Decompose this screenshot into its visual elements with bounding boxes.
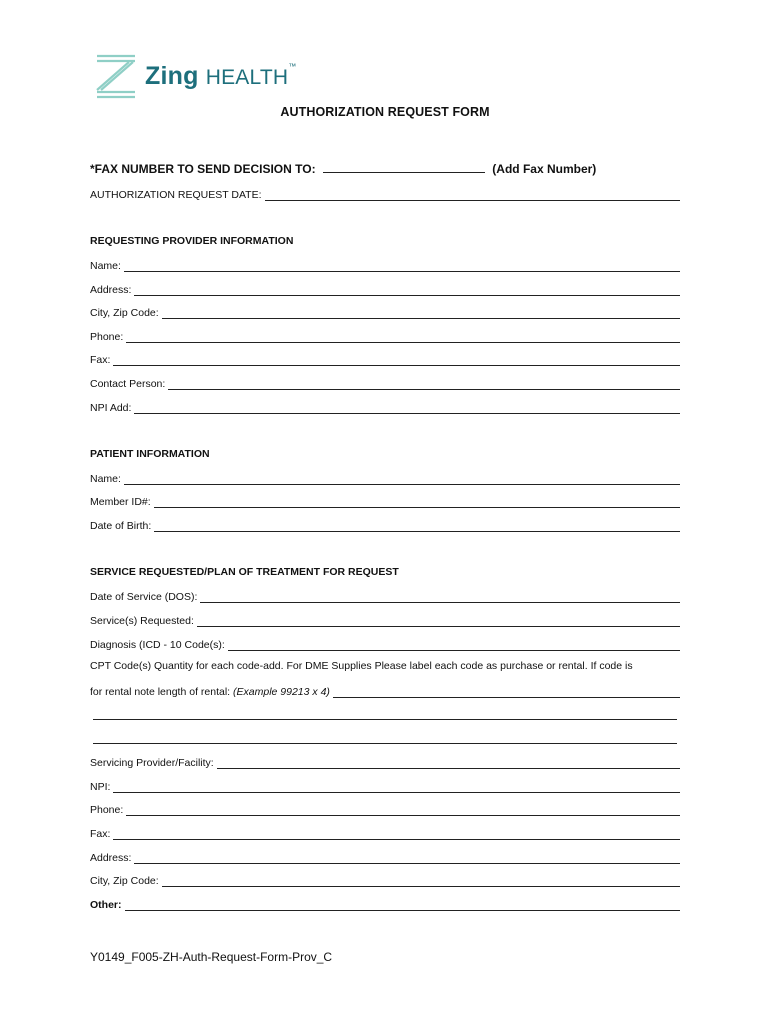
service-section-heading: SERVICE REQUESTED/PLAN OF TREATMENT FOR REQUEST xyxy=(90,566,399,578)
servicing-fax-field[interactable] xyxy=(113,829,680,840)
provider-address-row xyxy=(90,283,680,296)
cpt-example: (Example 99213 x 4) xyxy=(233,686,330,698)
cpt-blank-line-1[interactable] xyxy=(93,719,677,720)
provider-name-label: Name: xyxy=(90,260,121,272)
services-requested-row xyxy=(90,614,680,627)
servicing-address-label: Address: xyxy=(90,852,132,864)
cpt-rental-field[interactable] xyxy=(333,687,680,698)
fax-number-label: *FAX NUMBER TO SEND DECISION TO: xyxy=(90,162,316,176)
patient-dob-row xyxy=(90,519,680,532)
servicing-phone-field[interactable] xyxy=(126,805,680,816)
service-dos-label: Date of Service (DOS): xyxy=(90,591,198,603)
servicing-address-row xyxy=(90,851,680,864)
patient-member-id-row xyxy=(90,495,680,508)
provider-section-heading: REQUESTING PROVIDER INFORMATION xyxy=(90,235,294,247)
patient-name-field[interactable] xyxy=(124,474,680,485)
provider-fax-field[interactable] xyxy=(113,355,680,366)
servicing-address-field[interactable] xyxy=(134,853,680,864)
servicing-npi-row xyxy=(90,780,680,793)
provider-contact-label: Contact Person: xyxy=(90,378,166,390)
fax-number-hint: (Add Fax Number) xyxy=(492,162,597,176)
patient-section-heading: PATIENT INFORMATION xyxy=(90,448,210,460)
service-dos-row xyxy=(90,590,680,603)
other-row xyxy=(90,898,680,911)
patient-name-label: Name: xyxy=(90,473,121,485)
servicing-provider-field[interactable] xyxy=(217,758,680,769)
servicing-provider-label: Servicing Provider/Facility: xyxy=(90,757,214,769)
fax-number-row xyxy=(90,162,596,176)
other-label: Other: xyxy=(90,899,122,911)
provider-city-zip-row xyxy=(90,306,680,319)
provider-fax-label: Fax: xyxy=(90,354,111,366)
services-requested-field[interactable] xyxy=(197,616,680,627)
fax-number-field[interactable] xyxy=(323,171,485,173)
patient-member-id-label: Member ID#: xyxy=(90,496,151,508)
form-title: AUTHORIZATION REQUEST FORM xyxy=(280,105,490,119)
cpt-instructions: CPT Code(s) Quantity for each code-add. For DME Supplies Please label each code as purchase or rental. If code is xyxy=(90,660,633,672)
other-field[interactable] xyxy=(125,900,681,911)
provider-npi-label: NPI Add: xyxy=(90,402,132,414)
provider-phone-field[interactable] xyxy=(126,332,680,343)
provider-phone-label: Phone: xyxy=(90,331,124,343)
provider-phone-row xyxy=(90,330,680,343)
servicing-phone-label: Phone: xyxy=(90,804,124,816)
request-date-field[interactable] xyxy=(265,190,680,201)
diagnosis-label: Diagnosis (ICD - 10 Code(s): xyxy=(90,639,225,651)
provider-npi-row xyxy=(90,401,680,414)
diagnosis-row xyxy=(90,638,680,651)
patient-member-id-field[interactable] xyxy=(154,497,680,508)
servicing-npi-field[interactable] xyxy=(113,782,680,793)
provider-city-zip-label: City, Zip Code: xyxy=(90,307,159,319)
servicing-npi-label: NPI: xyxy=(90,781,111,793)
servicing-city-zip-row xyxy=(90,874,680,887)
servicing-city-zip-label: City, Zip Code: xyxy=(90,875,159,887)
services-requested-label: Service(s) Requested: xyxy=(90,615,194,627)
logo-wordmark: Zing HEALTH™ xyxy=(145,62,297,90)
provider-fax-row xyxy=(90,353,680,366)
request-date-row xyxy=(90,188,680,201)
servicing-phone-row xyxy=(90,803,680,816)
provider-contact-field[interactable] xyxy=(168,379,680,390)
servicing-provider-row xyxy=(90,756,680,769)
servicing-fax-row xyxy=(90,827,680,840)
provider-address-field[interactable] xyxy=(134,285,680,296)
servicing-fax-label: Fax: xyxy=(90,828,111,840)
provider-address-label: Address: xyxy=(90,284,132,296)
form-code-footer: Y0149_F005-ZH-Auth-Request-Form-Prov_C xyxy=(90,950,333,964)
patient-dob-field[interactable] xyxy=(154,521,680,532)
service-dos-field[interactable] xyxy=(200,592,680,603)
cpt-rental-row xyxy=(90,685,680,698)
servicing-city-zip-field[interactable] xyxy=(162,876,680,887)
provider-npi-field[interactable] xyxy=(134,403,680,414)
request-date-label: AUTHORIZATION REQUEST DATE: xyxy=(90,189,262,201)
patient-name-row xyxy=(90,472,680,485)
provider-city-zip-field[interactable] xyxy=(162,308,680,319)
zing-logo-mark-icon xyxy=(93,52,139,100)
diagnosis-field[interactable] xyxy=(228,640,680,651)
provider-contact-row xyxy=(90,377,680,390)
provider-name-field[interactable] xyxy=(124,261,680,272)
provider-name-row xyxy=(90,259,680,272)
cpt-rental-label: for rental note length of rental: (Example 99213 x 4) xyxy=(90,686,330,698)
zing-health-logo xyxy=(93,52,297,100)
patient-dob-label: Date of Birth: xyxy=(90,520,152,532)
cpt-blank-line-2[interactable] xyxy=(93,743,677,744)
